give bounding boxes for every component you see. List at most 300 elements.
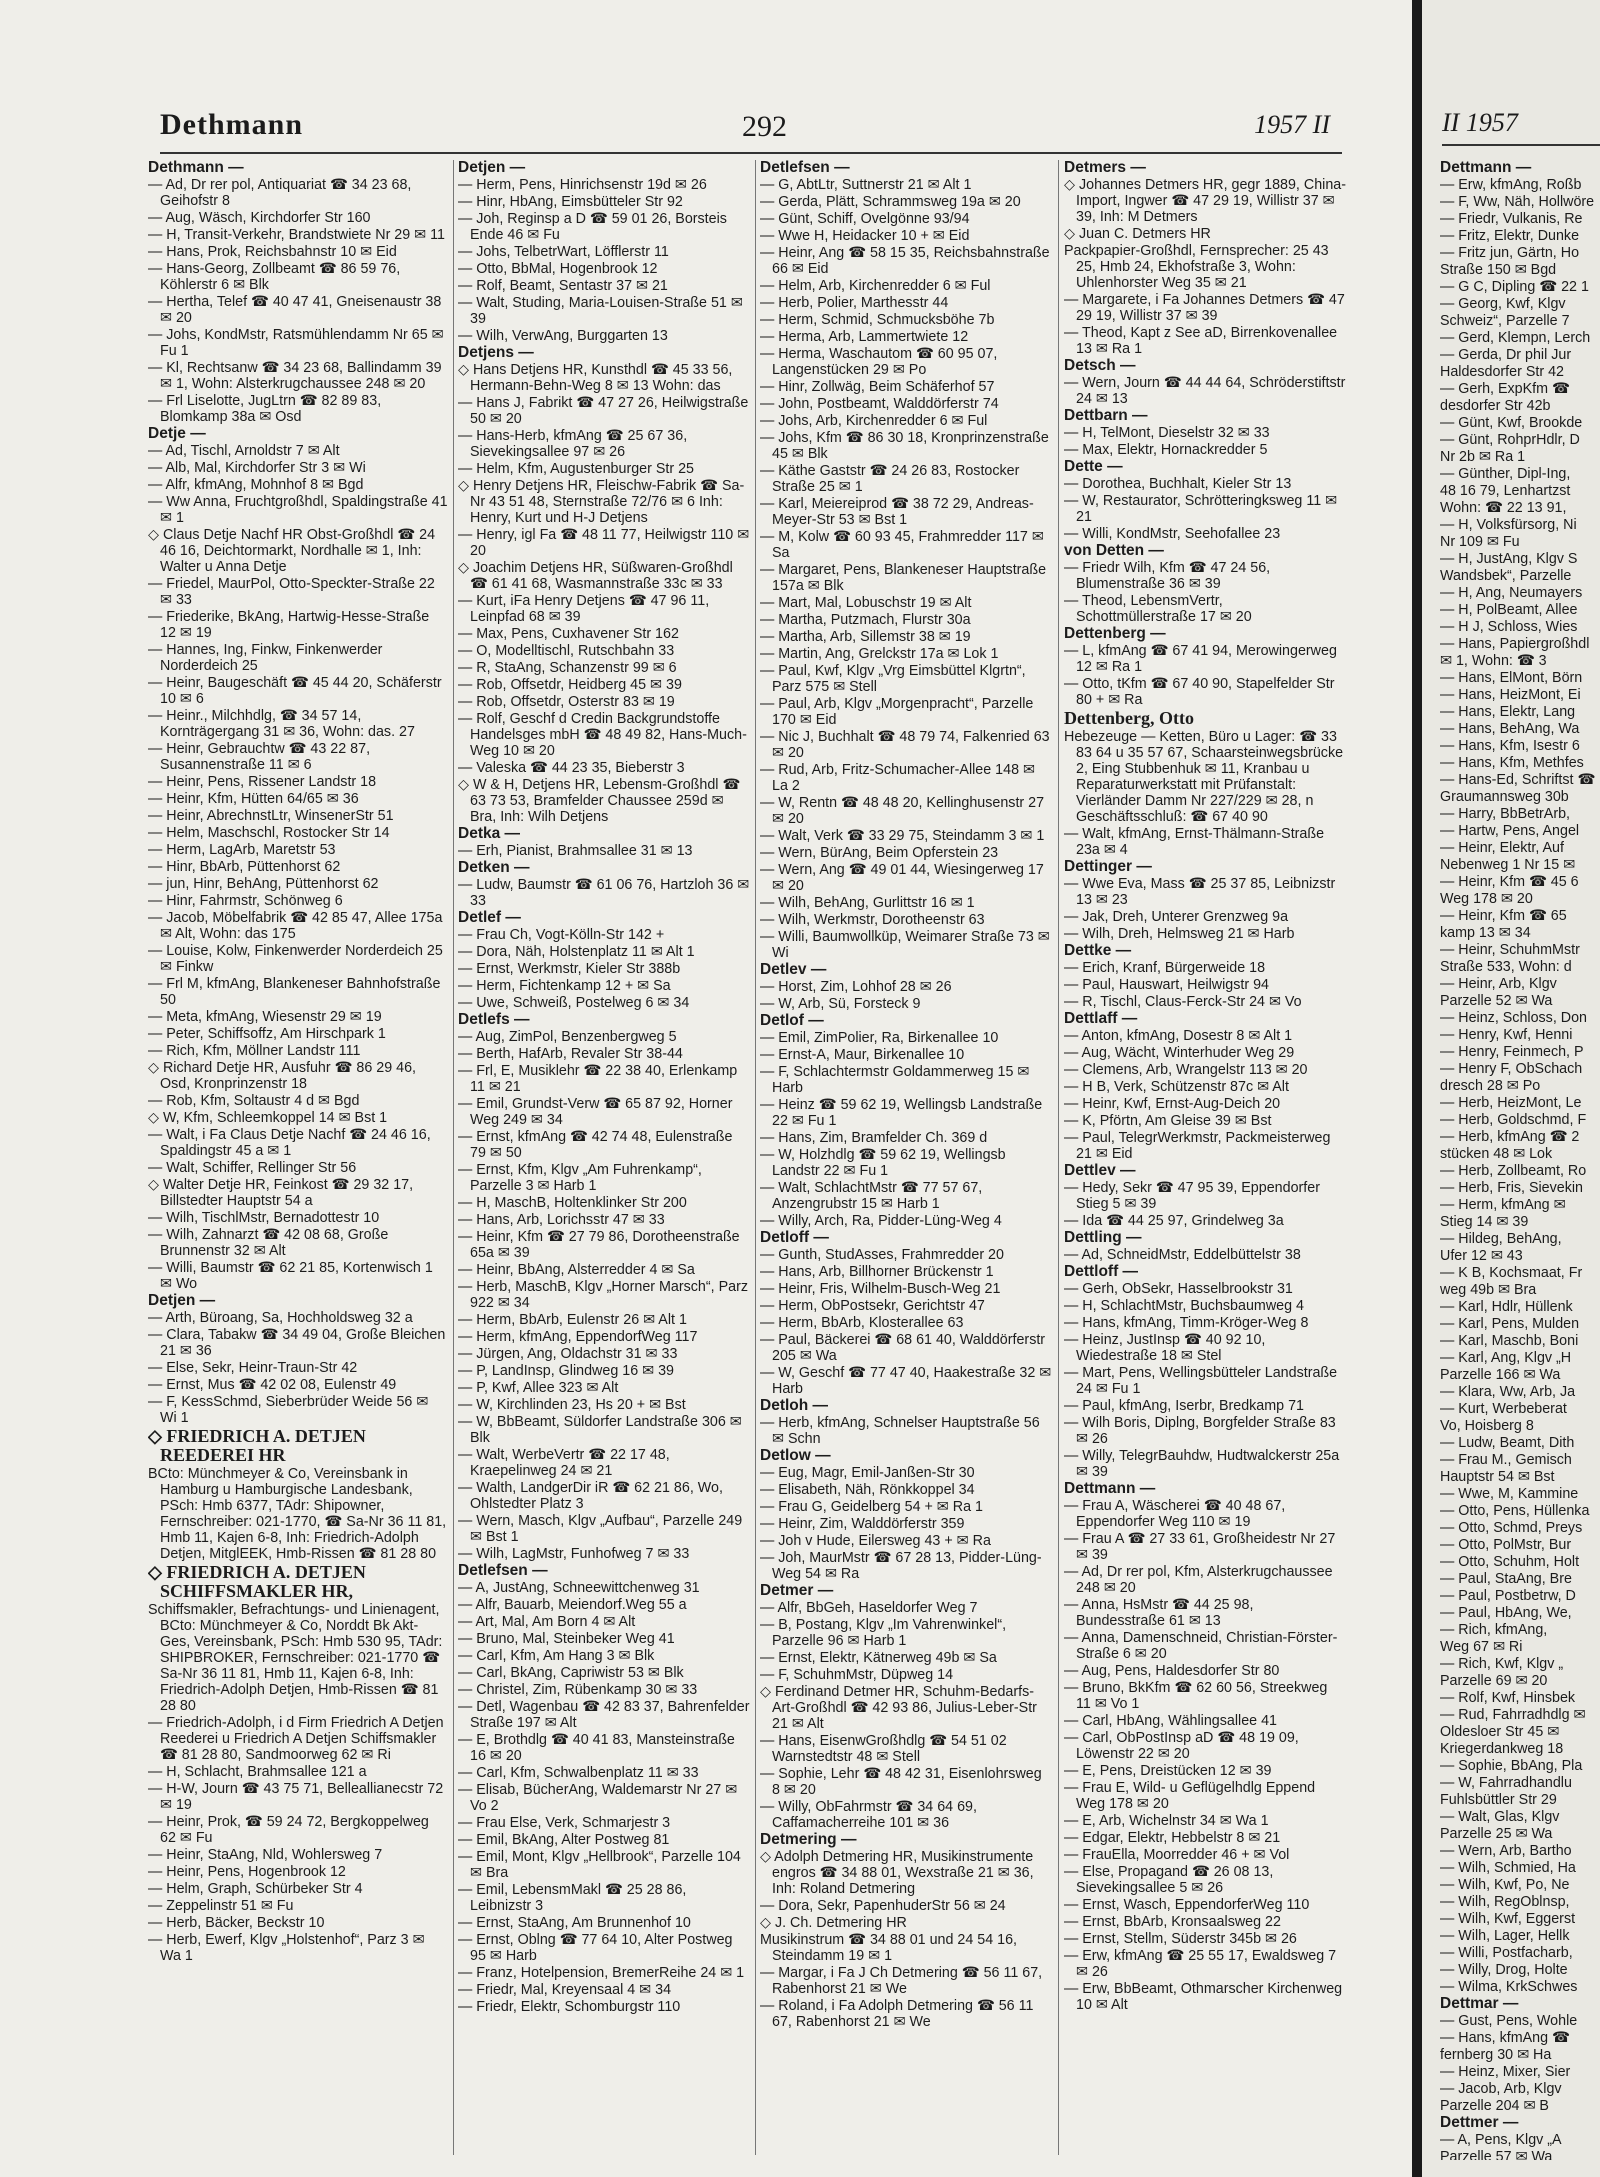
directory-entry: — Wilh, Werkmstr, Dorotheenstr 63 [760,912,985,928]
directory-entry: — Rud, Fahrradhdlg ✉ [1440,1707,1586,1723]
directory-entry: — Otto, tKfm ☎ 67 40 90, Stapelfelder Str 80 + ✉ Ra [1064,676,1335,708]
directory-entry: ◇ Joachim Detjens HR, Süßwaren-Großhdl ☎ 61 41 68, Wasmannstraße 33c ✉ 33 [458,560,733,592]
directory-entry: — Walt, kfmAng, Ernst-Thälmann-Straße 23a ✉ 4 [1064,826,1325,858]
directory-entry: — Hans, Zim, Bramfelder Ch. 369 d [760,1130,988,1146]
directory-entry: — Anna, HsMstr ☎ 44 25 98, Bundesstraße 61 ✉ 13 [1064,1597,1254,1629]
adjacent-page [1412,0,1600,2177]
directory-entry: — P, Kwf, Allee 323 ✉ Alt [458,1380,619,1396]
directory-entry: Detlef — [458,909,521,926]
directory-entry: — Heinr, Kfm, Hütten 64/65 ✉ 36 [148,791,359,807]
directory-entry: — Herb, Zollbeamt, Ro [1440,1163,1587,1179]
directory-entry: — Ernst, kfmAng ☎ 42 74 48, Eulenstraße 79 ✉ 50 [458,1129,733,1161]
directory-entry: — Heinr, Pens, Rissener Landstr 18 [148,774,377,790]
directory-entry: — Ludw, Baumstr ☎ 61 06 76, Hartzloh 36 ✉ 33 [458,877,750,909]
header-rule [1442,144,1600,146]
directory-entry: ◇ Richard Detje HR, Ausfuhr ☎ 86 29 46, Osd, Kronprinzenstr 18 [148,1060,417,1092]
directory-entry: — K, Pförtn, Am Gleise 39 ✉ Bst [1064,1113,1272,1129]
directory-entry: — Herm, kfmAng ✉ [1440,1197,1566,1213]
directory-entry: — Gerh, ExpKfm ☎ [1440,381,1570,397]
directory-entry: Detje — [148,425,206,442]
directory-entry: — W, Kirchlinden 23, Hs 20 + ✉ Bst [458,1397,686,1413]
directory-entry: — Alfr, kfmAng, Mohnhof 8 ✉ Bgd [148,477,364,493]
adjacent-year-volume: II 1957 [1442,108,1518,137]
directory-entry: — Willy, TelegrBauhdw, Hudtwalckerstr 25a ✉ 39 [1064,1448,1340,1480]
directory-entry: — Herb, Polier, Marthesstr 44 [760,295,949,311]
directory-entry: — Heinz ☎ 59 62 19, Wellingsb Landstraße 22 ✉ Fu 1 [760,1097,1043,1129]
directory-entry: Kriegerdankweg 18 [1440,1741,1564,1757]
directory-entry: kamp 13 ✉ 34 [1440,925,1531,941]
directory-entry: — Heinr, AbrechnstLtr, WinsenerStr 51 [148,808,394,824]
directory-entry: Musikinstrum ☎ 34 88 01 und 24 54 16, Steindamm 19 ✉ 1 [760,1932,1018,1964]
directory-entry: — Wern, BürAng, Beim Opferstein 23 [760,845,999,861]
directory-entry: — Wilh, LagMstr, Funhofweg 7 ✉ 33 [458,1546,690,1562]
directory-entry: — Hans, Arb, Lorichsstr 47 ✉ 33 [458,1212,665,1228]
directory-entry: ◇ Walter Detje HR, Feinkost ☎ 29 32 17, Billstedter Hauptstr 54 a [148,1177,414,1209]
directory-entry: — Ww Anna, Fruchtgroßhdl, Spaldingstraße 41 ✉ 1 [148,494,448,526]
directory-entry: — Hans, Kfm, Methfes [1440,755,1584,771]
directory-entry: ◇ Claus Detje Nachf HR Obst-Großhdl ☎ 24 46 16, Deichtormarkt, Nordhalle ✉ 1, Inh: Walter u Anna Detje [148,527,436,575]
directory-entry: — Theod, LebensmVertr, Schottmüllerstraße 17 ✉ 20 [1064,593,1252,625]
directory-entry: — Martha, Putzmach, Flurstr 30a [760,612,971,628]
directory-entry: — Frau Else, Verk, Schmarjestr 3 [458,1815,671,1831]
directory-entry: — Herma, Arb, Lammertwiete 12 [760,329,969,345]
directory-entry: — Willy, Arch, Ra, Pidder-Lüng-Weg 4 [760,1213,1002,1229]
directory-entry: — Ernst, Elektr, Kätnerweg 49b ✉ Sa [760,1650,997,1666]
directory-entry: — Heinr, SchuhmMstr [1440,942,1580,958]
directory-entry: — Alfr, BbGeh, Haseldorfer Weg 7 [760,1600,978,1616]
directory-entry: — Heinr, Kwf, Ernst-Aug-Deich 20 [1064,1096,1281,1112]
column-3 [760,160,1052,2160]
directory-entry: — Herb, kfmAng ☎ 2 [1440,1129,1580,1145]
directory-entry: ◇ Ferdinand Detmer HR, Schuhm-Bedarfs-Art-Großhdl ☎ 42 93 86, Julius-Leber-Str 21 ✉ Alt [760,1684,1037,1732]
directory-entry: — Herm, BbArb, Eulenstr 26 ✉ Alt 1 [458,1312,687,1328]
directory-entry: — Herb, MaschB, Klgv „Horner Marsch“, Parz 922 ✉ 34 [458,1279,748,1311]
directory-entry: — Louise, Kolw, Finkenwerder Norderdeich 25 ✉ Finkw [148,943,443,975]
column-4 [1064,160,1346,2160]
directory-entry: — Eug, Magr, Emil-Janßen-Str 30 [760,1465,975,1481]
directory-entry: Detjen — [148,1292,216,1309]
directory-entry: — H-W, Journ ☎ 43 75 71, Belleallianecstr 72 ✉ 19 [148,1781,444,1813]
directory-entry: Detjen — [458,160,526,176]
directory-entry: — Hans, kfmAng, Timm-Kröger-Weg 8 [1064,1315,1309,1331]
directory-entry: — Berth, HafArb, Revaler Str 38-44 [458,1046,683,1062]
directory-entry: — Else, Propagand ☎ 26 08 13, Sievekingsallee 5 ✉ 26 [1064,1864,1274,1896]
directory-entry: — H, Ang, Neumayers [1440,585,1583,601]
directory-entry: Dettmar — [1440,1995,1519,2012]
directory-entry: — P, LandInsp, Glindweg 16 ✉ 39 [458,1363,674,1379]
directory-entry: — Wilh, Kwf, Po, Ne [1440,1877,1570,1893]
directory-entry: Schiffsmakler, Befrachtungs- und Linienagent, BCto: Münchmeyer & Co, Norddt Bk Akt-Ges, Vereinsbank, PSch: Hmb 530 95, TAdr: SHIPBROKER, Fernschreiber: 021-1770 ☎ Sa-Nr 36 11 81, Hmb 11, Kajen 6-8, Inh: Friedrich-Adolph Detjen, Hmb-Rissen ☎ 81 28 80 [148,1602,443,1714]
directory-entry: Dettenberg — [1064,625,1166,642]
directory-entry: — Walt, WerbeVertr ☎ 22 17 48, Kraepelinweg 24 ✉ 21 [458,1447,670,1479]
page-number: 292 [742,110,787,143]
directory-entry: — Clemens, Arb, Wrangelstr 113 ✉ 20 [1064,1062,1308,1078]
directory-entry: — Herm, Schmid, Schmucksböhe 7b [760,312,995,328]
directory-entry: — Wilh Boris, Diplng, Borgfelder Straße 83 ✉ 26 [1064,1415,1336,1447]
directory-entry: ◇ W & H, Detjens HR, Lebensm-Großhdl ☎ 63 73 53, Bramfelder Chaussee 259d ✉ Bra, Inh: Wilh Detjens [458,777,741,825]
directory-entry: — Ernst, Wasch, EppendorferWeg 110 [1064,1897,1310,1913]
directory-entry: — L, kfmAng ☎ 67 41 94, Merowingerweg 12 ✉ Ra 1 [1064,643,1337,675]
directory-entry: — E, Pens, Dreistücken 12 ✉ 39 [1064,1763,1272,1779]
directory-entry: — Emil, Grundst-Verw ☎ 65 87 92, Horner Weg 249 ✉ 34 [458,1096,733,1128]
directory-entry: — Heinr, Arb, Klgv [1440,976,1557,992]
directory-entry: Schweiz“, Parzelle 7 [1440,313,1570,329]
directory-entry: — Wilma, KrkSchwes [1440,1979,1578,1995]
directory-entry: — Herma, Waschautom ☎ 60 95 07, Langenstücken 29 ✉ Po [760,346,998,378]
directory-entry: ◇ Henry Detjens HR, Fleischw-Fabrik ☎ Sa-Nr 43 51 48, Sternstraße 72/76 ✉ 6 Inh: Henry, Kurt und H-J Detjens [458,478,745,526]
directory-entry: — Walt, i Fa Claus Detje Nachf ☎ 24 46 16, Spaldingstr 45 a ✉ 1 [148,1127,431,1159]
directory-entry: — Christel, Zim, Rübenkamp 30 ✉ 33 [458,1682,698,1698]
directory-entry: — Joh, Reginsp a D ☎ 59 01 26, Borsteis Ende 46 ✉ Fu [458,211,727,243]
directory-entry: Dettmann — [1440,160,1532,176]
directory-entry: Detka — [458,825,521,842]
directory-entry: — Ida ☎ 44 25 97, Grindelweg 3a [1064,1213,1284,1229]
directory-entry: — Art, Mal, Am Born 4 ✉ Alt [458,1614,636,1630]
directory-entry: — Käthe Gaststr ☎ 24 26 83, Rostocker Straße 25 ✉ 1 [760,463,1020,495]
directory-entry: — Karl, Meiereiprod ☎ 38 72 29, Andreas-Meyer-Str 53 ✉ Bst 1 [760,496,1034,528]
directory-entry: — Emil, BkAng, Alter Postweg 81 [458,1832,670,1848]
directory-entry: — Aug, Pens, Haldesdorfer Str 80 [1064,1663,1280,1679]
directory-entry: Dettke — [1064,942,1132,959]
directory-entry: — Jak, Dreh, Unterer Grenzweg 9a [1064,909,1289,925]
directory-entry: Detlof — [760,1012,824,1029]
directory-entry: — Anton, kfmAng, Dosestr 8 ✉ Alt 1 [1064,1028,1293,1044]
directory-entry: — Hildeg, BehAng, [1440,1231,1562,1247]
directory-entry: — Hertha, Telef ☎ 40 47 41, Gneisenaustr 38 ✉ 20 [148,294,442,326]
directory-entry: weg 49b ✉ Bra [1440,1282,1537,1298]
directory-entry: ◇ J. Ch. Detmering HR [760,1915,907,1931]
directory-entry: — Erw, kfmAng ☎ 25 55 17, Ewaldsweg 7 ✉ 26 [1064,1948,1337,1980]
directory-entry: — Wilh, Kwf, Eggerst [1440,1911,1576,1927]
directory-entry: — W, Rentn ☎ 48 48 20, Kellinghusenstr 27 ✉ 20 [760,795,1045,827]
directory-entry: — Frau M., Gemisch [1440,1452,1572,1468]
directory-entry: — E, Arb, Wichelnstr 34 ✉ Wa 1 [1064,1813,1269,1829]
page-header [0,108,1412,158]
directory-entry: — Friedrich-Adolph, i d Firm Friedrich A Detjen Reederei u Friedrich A Detjen Schiffsmakler ☎ 81 28 80, Sandmoorweg 62 ✉ Ri [148,1715,444,1763]
directory-entry: — W, Geschf ☎ 77 47 40, Haakestraße 32 ✉ Harb [760,1365,1052,1397]
directory-entry: von Detten — [1064,542,1164,559]
directory-entry: — Hans, Elektr, Lang [1440,704,1576,720]
directory-entry: Parzelle 69 ✉ 20 [1440,1673,1548,1689]
adjacent-page-header [1442,108,1600,146]
directory-entry: — Wilh, Dreh, Helmsweg 21 ✉ Harb [1064,926,1295,942]
directory-entry: — Willi, KondMstr, Seehofallee 23 [1064,526,1281,542]
directory-entry: — Ernst, Oblng ☎ 77 64 10, Alter Postweg 95 ✉ Harb [458,1932,733,1964]
directory-entry: — Herb, kfmAng, Schnelser Hauptstraße 56 ✉ Schn [760,1415,1040,1447]
directory-entry: — Heinr, Prok, ☎ 59 24 72, Bergkoppelweg 62 ✉ Fu [148,1814,429,1846]
directory-entry: — Arth, Büroang, Sa, Hochholdsweg 32 a [148,1310,413,1326]
directory-entry: ◇ Juan C. Detmers HR [1064,226,1211,242]
directory-entry: — R, Tischl, Claus-Ferck-Str 24 ✉ Vo [1064,994,1302,1010]
directory-entry: — W, Holzhdlg ☎ 59 62 19, Wellingsb Landstr 22 ✉ Fu 1 [760,1147,1006,1179]
directory-entry: 48 16 79, Lenhartzst [1440,483,1571,499]
directory-entry: — Hans-Georg, Zollbeamt ☎ 86 59 76, Köhlerstr 6 ✉ Blk [148,261,401,293]
directory-entry: — Herm, BbArb, Klosterallee 63 [760,1315,964,1331]
directory-entry: — Rob, Kfm, Soltaustr 4 d ✉ Bgd [148,1093,360,1109]
directory-entry: — Aug, ZimPol, Benzenbergweg 5 [458,1029,677,1045]
directory-entry: Detlefsen — [760,160,850,176]
directory-entry: — H, PolBeamt, Allee [1440,602,1578,618]
directory-entry: — K B, Kochsmaat, Fr [1440,1265,1583,1281]
directory-entry: — Carl, Kfm, Schwalbenplatz 11 ✉ 33 [458,1765,699,1781]
directory-entry: — Alb, Mal, Kirchdorfer Str 3 ✉ Wi [148,460,366,476]
directory-entry: — Helm, Maschschl, Rostocker Str 14 [148,825,390,841]
directory-entry: — Willy, ObFahrmstr ☎ 34 64 69, Caffamacherreihe 101 ✉ 36 [760,1799,977,1831]
directory-entry: — Paul, Arb, Klgv „Morgenpracht“, Parzelle 170 ✉ Eid [760,696,1034,728]
directory-entry: — H, Volksfürsorg, Ni [1440,517,1577,533]
directory-entry: — Hans-Ed, Schriftst ☎ [1440,772,1596,788]
directory-entry: — Paul, HbAng, We, [1440,1605,1572,1621]
directory-entry: — Günt, RohprHdlr, D [1440,432,1580,448]
directory-entry: — Wilh, BehAng, Gurlittstr 16 ✉ 1 [760,895,975,911]
directory-entry: — Margaret, Pens, Blankeneser Hauptstraße 157a ✉ Blk [760,562,1047,594]
directory-entry: — Theod, Kapt z See aD, Birrenkovenallee 13 ✉ Ra 1 [1064,325,1338,357]
directory-entry: — Meta, kfmAng, Wiesenstr 29 ✉ 19 [148,1009,382,1025]
directory-entry: — Willy, Drog, Holte [1440,1962,1568,1978]
directory-entry: — Ad, Tischl, Arnoldstr 7 ✉ Alt [148,443,340,459]
directory-entry: — W, BbBeamt, Süldorfer Landstraße 306 ✉ Blk [458,1414,742,1446]
directory-entry: — Ad, SchneidMstr, Eddelbüttelstr 38 [1064,1247,1301,1263]
directory-entry: Wandsbek“, Parzelle [1440,568,1572,584]
directory-entry: Detmers — [1064,160,1146,176]
directory-entry: — Herb, Ewerf, Klgv „Holstenhof“, Parz 3 ✉ Wa 1 [148,1932,425,1964]
column-1 [148,160,448,2160]
directory-entry: — Wilh, RegOblnsp, [1440,1894,1570,1910]
directory-entry: — Carl, ObPostInsp aD ☎ 48 19 09, Löwenstr 22 ✉ 20 [1064,1730,1299,1762]
directory-entry: — Frau E, Wild- u Geflügelhdlg Eppend Weg 178 ✉ 20 [1064,1780,1316,1812]
directory-entry: — Rolf, Beamt, Sentastr 37 ✉ 21 [458,278,668,294]
directory-entry: — Karl, Pens, Mulden [1440,1316,1580,1332]
directory-entry: — Sophie, Lehr ☎ 48 42 31, Eisenlohrsweg 8 ✉ 20 [760,1766,1042,1798]
directory-entry: — Heinr, StaAng, Nld, Wohlersweg 7 [148,1847,383,1863]
year-volume: 1957 II [1254,110,1330,139]
directory-entry: Dettmer — [1440,2114,1519,2131]
header-rule [160,152,1342,154]
directory-entry: — Bruno, BkKfm ☎ 62 60 56, Streekweg 11 ✉ Vo 1 [1064,1680,1328,1712]
directory-entry: — Clara, Tabakw ☎ 34 49 04, Große Bleichen 21 ✉ 36 [148,1327,446,1359]
directory-entry: Detlow — [760,1447,831,1464]
directory-entry: — Rich, kfmAng, [1440,1622,1548,1638]
directory-entry: — Herb, Bäcker, Beckstr 10 [148,1915,325,1931]
directory-entry: — Fritz jun, Gärtn, Ho [1440,245,1580,261]
directory-entry: — Günt, Kwf, Brookde [1440,415,1583,431]
directory-entry: — Hinr, Zollwäg, Beim Schäferhof 57 [760,379,995,395]
directory-entry: — Hedy, Sekr ☎ 47 95 39, Eppendorfer Stieg 5 ✉ 39 [1064,1180,1320,1212]
adjacent-column [1440,160,1600,2160]
directory-entry: — Aug, Wächt, Winterhuder Weg 29 [1064,1045,1295,1061]
directory-entry: — Alfr, Bauarb, Meiendorf.Weg 55 a [458,1597,687,1613]
directory-entry: — Martin, Ang, Grelckstr 17a ✉ Lok 1 [760,646,999,662]
directory-entry: — Erich, Kranf, Bürgerweide 18 [1064,960,1266,976]
directory-entry: Parzelle 57 ✉ Wa [1440,2149,1553,2160]
directory-entry: — Detl, Wagenbau ☎ 42 83 37, Bahrenfelder Straße 197 ✉ Alt [458,1699,750,1731]
directory-entry: — Joh, MaurMstr ☎ 67 28 13, Pidder-Lüng-Weg 54 ✉ Ra [760,1550,1042,1582]
column-divider [1058,160,1059,2155]
directory-entry: — Frau A ☎ 27 33 61, Großheidestr Nr 27 ✉ 39 [1064,1531,1336,1563]
directory-entry: — Jacob, Arb, Klgv [1440,2081,1562,2097]
directory-entry: — Emil, LebensmMakl ☎ 25 28 86, Leibnizstr 3 [458,1882,687,1914]
directory-entry: — Hans, Papiergroßhdl [1440,636,1590,652]
directory-entry: — Peter, Schiffsoffz, Am Hirschpark 1 [148,1026,386,1042]
directory-entry: — Rob, Offsetdr, Osterstr 83 ✉ 19 [458,694,675,710]
directory-entry: — Dora, Sekr, PapenhuderStr 56 ✉ 24 [760,1898,1006,1914]
directory-entry: — Frl Liselotte, JugLtrn ☎ 82 89 83, Blomkamp 38a ✉ Osd [148,393,382,425]
directory-entry: — Otto, Schmd, Preys [1440,1520,1583,1536]
directory-entry: — Heinr, Gebrauchtw ☎ 43 22 87, Susannenstraße 11 ✉ 6 [148,741,371,773]
directory-entry: desdorfer Str 42b [1440,398,1551,414]
directory-entry: — Harry, BbBetrArb, [1440,806,1571,822]
directory-entry: — Helm, Arb, Kirchenredder 6 ✉ Ful [760,278,991,294]
directory-entry: Detjens — [458,344,534,361]
directory-entry: — H, JustAng, Klgv S [1440,551,1578,567]
directory-entry: — Karl, Maschb, Boni [1440,1333,1579,1349]
directory-entry: — Herb, Goldschmd, F [1440,1112,1587,1128]
directory-entry: — Max, Elektr, Hornackredder 5 [1064,442,1268,458]
column-divider [755,160,756,2155]
directory-entry: — Else, Sekr, Heinr-Traun-Str 42 [148,1360,358,1376]
directory-entry: — Gerd, Klempn, Lerch [1440,330,1591,346]
directory-entry: Detken — [458,859,530,876]
directory-entry: — Horst, Zim, Lohhof 28 ✉ 26 [760,979,952,995]
directory-entry: — Heinr, Kfm ☎ 27 79 86, Dorotheenstraße 65a ✉ 39 [458,1229,740,1261]
directory-entry: — Friedr, Elektr, Schomburgstr 110 [458,1999,681,2015]
directory-entry: — Sophie, BbAng, Pla [1440,1758,1583,1774]
directory-entry: — Kurt, iFa Henry Detjens ☎ 47 96 11, Leinpfad 68 ✉ 39 [458,593,710,625]
directory-entry: — H B, Verk, Schützenstr 87c ✉ Alt [1064,1079,1289,1095]
directory-entry: — Hans-Herb, kfmAng ☎ 25 67 36, Sievekingsallee 97 ✉ 26 [458,428,688,460]
directory-entry: — Walt, Schiffer, Rellinger Str 56 [148,1160,357,1176]
directory-entry: — Rob, Offsetdr, Heidberg 45 ✉ 39 [458,677,682,693]
directory-entry: — B, Postang, Klgv „Im Vahrenwinkel“, Parzelle 96 ✉ Harb 1 [760,1617,1007,1649]
directory-entry: — Mart, Mal, Lobuschstr 19 ✉ Alt [760,595,972,611]
directory-entry: — Henry, Kwf, Henni [1440,1027,1573,1043]
directory-entry: — Walt, Verk ☎ 33 29 75, Steindamm 3 ✉ 1 [760,828,1045,844]
directory-entry: — Otto, Schuhm, Holt [1440,1554,1580,1570]
directory-entry: — Wern, Masch, Klgv „Aufbau“, Parzelle 249 ✉ Bst 1 [458,1513,743,1545]
directory-entry: — Kurt, Werbeberat [1440,1401,1567,1417]
directory-entry: — Wilh, VerwAng, Burggarten 13 [458,328,668,344]
column-2 [458,160,750,2160]
running-head: Dethmann [160,108,304,141]
directory-entry: — Hartw, Pens, Angel [1440,823,1580,839]
directory-entry: — Fritz, Elektr, Dunke [1440,228,1580,244]
directory-entry: — Erh, Pianist, Brahmsallee 31 ✉ 13 [458,843,693,859]
directory-entry: Haldesdorfer Str 42 [1440,364,1564,380]
directory-entry: — H, Schlacht, Brahmsallee 121 a [148,1764,367,1780]
directory-entry: — W, Restaurator, Schrötteringksweg 11 ✉ 21 [1064,493,1338,525]
directory-entry: — Aug, Wäsch, Kirchdorfer Str 160 [148,210,371,226]
directory-entry: Detmering — [760,1831,857,1848]
directory-entry: ◇ Johannes Detmers HR, gegr 1889, China-Import, Ingwer ☎ 47 29 19, Willistr 37 ✉ 39, Inh: M Detmers [1064,177,1346,225]
directory-entry: — Anna, Damenschneid, Christian-Förster-Straße 6 ✉ 20 [1064,1630,1338,1662]
directory-entry: — H, Transit-Verkehr, Brandstwiete Nr 29 ✉ 11 [148,227,445,243]
directory-entry: — Karl, Hdlr, Hüllenk [1440,1299,1573,1315]
directory-entry: — Helm, Graph, Schürbeker Str 4 [148,1881,363,1897]
directory-entry: — Wwe Eva, Mass ☎ 25 37 85, Leibnizstr 13 ✉ 23 [1064,876,1336,908]
directory-entry: — Herm, Pens, Hinrichsenstr 19d ✉ 26 [458,177,707,193]
directory-entry: — Ernst, Kfm, Klgv „Am Fuhrenkamp“, Parzelle 3 ✉ Harb 1 [458,1162,702,1194]
directory-entry: — Friedel, MaurPol, Otto-Speckter-Straße 22 ✉ 33 [148,576,435,608]
directory-entry: — Günther, Dipl-Ing, [1440,466,1571,482]
directory-entry: — Hans J, Fabrikt ☎ 47 27 26, Heilwigstraße 50 ✉ 20 [458,395,749,427]
directory-entry: Dettmann — [1064,1480,1156,1497]
directory-entry: — Uwe, Schweiß, Postelweg 6 ✉ 34 [458,995,690,1011]
directory-entry: — Herm, kfmAng, EppendorfWeg 117 [458,1329,698,1345]
directory-entry: — Wilh, Schmied, Ha [1440,1860,1576,1876]
directory-entry: — Walt, Glas, Klgv [1440,1809,1560,1825]
directory-entry: — Dorothea, Buchhalt, Kieler Str 13 [1064,476,1292,492]
directory-entry: — Ernst-A, Maur, Birkenallee 10 [760,1047,965,1063]
directory-entry: — Heinr, Kfm ☎ 45 6 [1440,874,1579,890]
directory-entry: — Ernst, StaAng, Am Brunnenhof 10 [458,1915,691,1931]
directory-entry: — Wern, Ang ☎ 49 01 44, Wiesingerweg 17 ✉ 20 [760,862,1044,894]
directory-entry: — Hinr, BbArb, Püttenhorst 62 [148,859,341,875]
directory-entry: — Heinr, BbAng, Alsterredder 4 ✉ Sa [458,1262,695,1278]
directory-entry: — Ad, Dr rer pol, Kfm, Alsterkrugchaussee 248 ✉ 20 [1064,1564,1333,1596]
directory-entry: — Hans, Prok, Reichsbahnstr 10 ✉ Eid [148,244,397,260]
directory-entry: — Franz, Hotelpension, BremerReihe 24 ✉ 1 [458,1965,745,1981]
directory-entry: — Paul, TelegrWerkmstr, Packmeisterweg 21 ✉ Eid [1064,1130,1331,1162]
directory-entry: — Frau G, Geidelberg 54 + ✉ Ra 1 [760,1499,983,1515]
directory-entry: — Dora, Näh, Holstenplatz 11 ✉ Alt 1 [458,944,695,960]
directory-entry: — A, Pens, Klgv „A [1440,2132,1562,2148]
directory-entry: — Valeska ☎ 44 23 35, Bieberstr 3 [458,760,685,776]
directory-entry: — Otto, BbMal, Hogenbrook 12 [458,261,658,277]
directory-entry: Weg 67 ✉ Ri [1440,1639,1523,1655]
directory-entry: ✉ 1, Wohn: ☎ 3 [1440,653,1547,669]
directory-entry: — Heinr., Milchhdlg, ☎ 34 57 14, Kornträgergang 31 ✉ 36, Wohn: das. 27 [148,708,415,740]
directory-entry: — Hans, ElMont, Börn [1440,670,1583,686]
directory-entry: dresch 28 ✉ Po [1440,1078,1541,1094]
directory-entry: — Herb, HeizMont, Le [1440,1095,1582,1111]
directory-entry: — Wwe H, Heidacker 10 + ✉ Eid [760,228,970,244]
directory-entry: — F, SchuhmMstr, Düpweg 14 [760,1667,954,1683]
directory-entry: — Friedr, Mal, Kreyensaal 4 ✉ 34 [458,1982,672,1998]
directory-entry: Nr 109 ✉ Fu [1440,534,1520,550]
directory-entry: Ufer 12 ✉ 43 [1440,1248,1523,1264]
directory-entry: — Erw, BbBeamt, Othmarscher Kirchenweg 10 ✉ Alt [1064,1981,1343,2013]
directory-entry: — Klara, Ww, Arb, Ja [1440,1384,1576,1400]
directory-entry: Dettling — [1064,1229,1142,1246]
directory-entry: — F, Schlachtermstr Goldammerweg 15 ✉ Harb [760,1064,1030,1096]
directory-entry: — Hinr, HbAng, Eimsbütteler Str 92 [458,194,683,210]
directory-entry: Detloff — [760,1229,829,1246]
directory-entry: Hebezeuge — Ketten, Büro u Lager: ☎ 33 83 64 u 35 57 67, Schaarsteinwegsbrücke 2, Eing Stubbenhuk ✉ 11, Kranbau u Reparaturwerkstatt mit Prüfanstalt: Vierländer Damm Nr 227/229 ✉ 28, n Geschäftsschluß: ☎ 67 40 90 [1064,729,1344,825]
directory-entry: — Paul, Hauswart, Heilwigstr 94 [1064,977,1269,993]
directory-entry: — H, TelMont, Dieselstr 32 ✉ 33 [1064,425,1270,441]
directory-entry: ◇ FRIEDRICH A. DETJEN REEDEREI HR [148,1426,366,1465]
directory-entry: — Heinr, Zim, Walddörferstr 359 [760,1516,965,1532]
directory-entry: Stieg 14 ✉ 39 [1440,1214,1529,1230]
directory-entry: BCto: Münchmeyer & Co, Vereinsbank in Hamburg u Hamburgische Landesbank, PSch: Hmb 6377, TAdr: Shipowner, Fernschreiber: 021-1770, ☎ Sa-Nr 36 11 81, Hmb 11, Kajen 6-8, Inh: Friedrich-Adolph Detjen, MitglEEK, Hmb-Rissen ☎ 81 28 80 [148,1466,447,1562]
directory-entry: — Paul, Kwf, Klgv „Vrg Eimsbüttel Klgrtn“, Parz 575 ✉ Stell [760,663,1026,695]
directory-entry: — Ernst, BbArb, Kronsaalsweg 22 [1064,1914,1281,1930]
directory-entry: — Karl, Ang, Klgv „H [1440,1350,1572,1366]
directory-entry: — Carl, BkAng, Capriwistr 53 ✉ Blk [458,1665,684,1681]
directory-entry: — F, Ww, Näh, Hollwöre [1440,194,1595,210]
directory-entry: — Emil, Mont, Klgv „Hellbrook“, Parzelle 104 ✉ Bra [458,1849,741,1881]
directory-entry: — Wern, Journ ☎ 44 44 64, Schröderstiftstr 24 ✉ 13 [1064,375,1346,407]
directory-entry: — Heinz, JustInsp ☎ 40 92 10, Wiedestraße 18 ✉ Stel [1064,1332,1266,1364]
directory-entry: fernberg 30 ✉ Ha [1440,2047,1552,2063]
directory-entry: Detlefs — [458,1011,530,1028]
directory-entry: — H, SchlachtMstr, Buchsbaumweg 4 [1064,1298,1304,1314]
directory-entry: — Jacob, Möbelfabrik ☎ 42 85 47, Allee 175a ✉ Alt, Wohn: das 175 [148,910,443,942]
directory-entry: Detlefsen — [458,1562,548,1579]
directory-entry: — Hannes, Ing, Finkw, Finkenwerder Norderdeich 25 [148,642,383,674]
directory-entry: Detloh — [760,1397,829,1414]
directory-entry: — Walt, Studing, Maria-Louisen-Straße 51 ✉ 39 [458,295,743,327]
